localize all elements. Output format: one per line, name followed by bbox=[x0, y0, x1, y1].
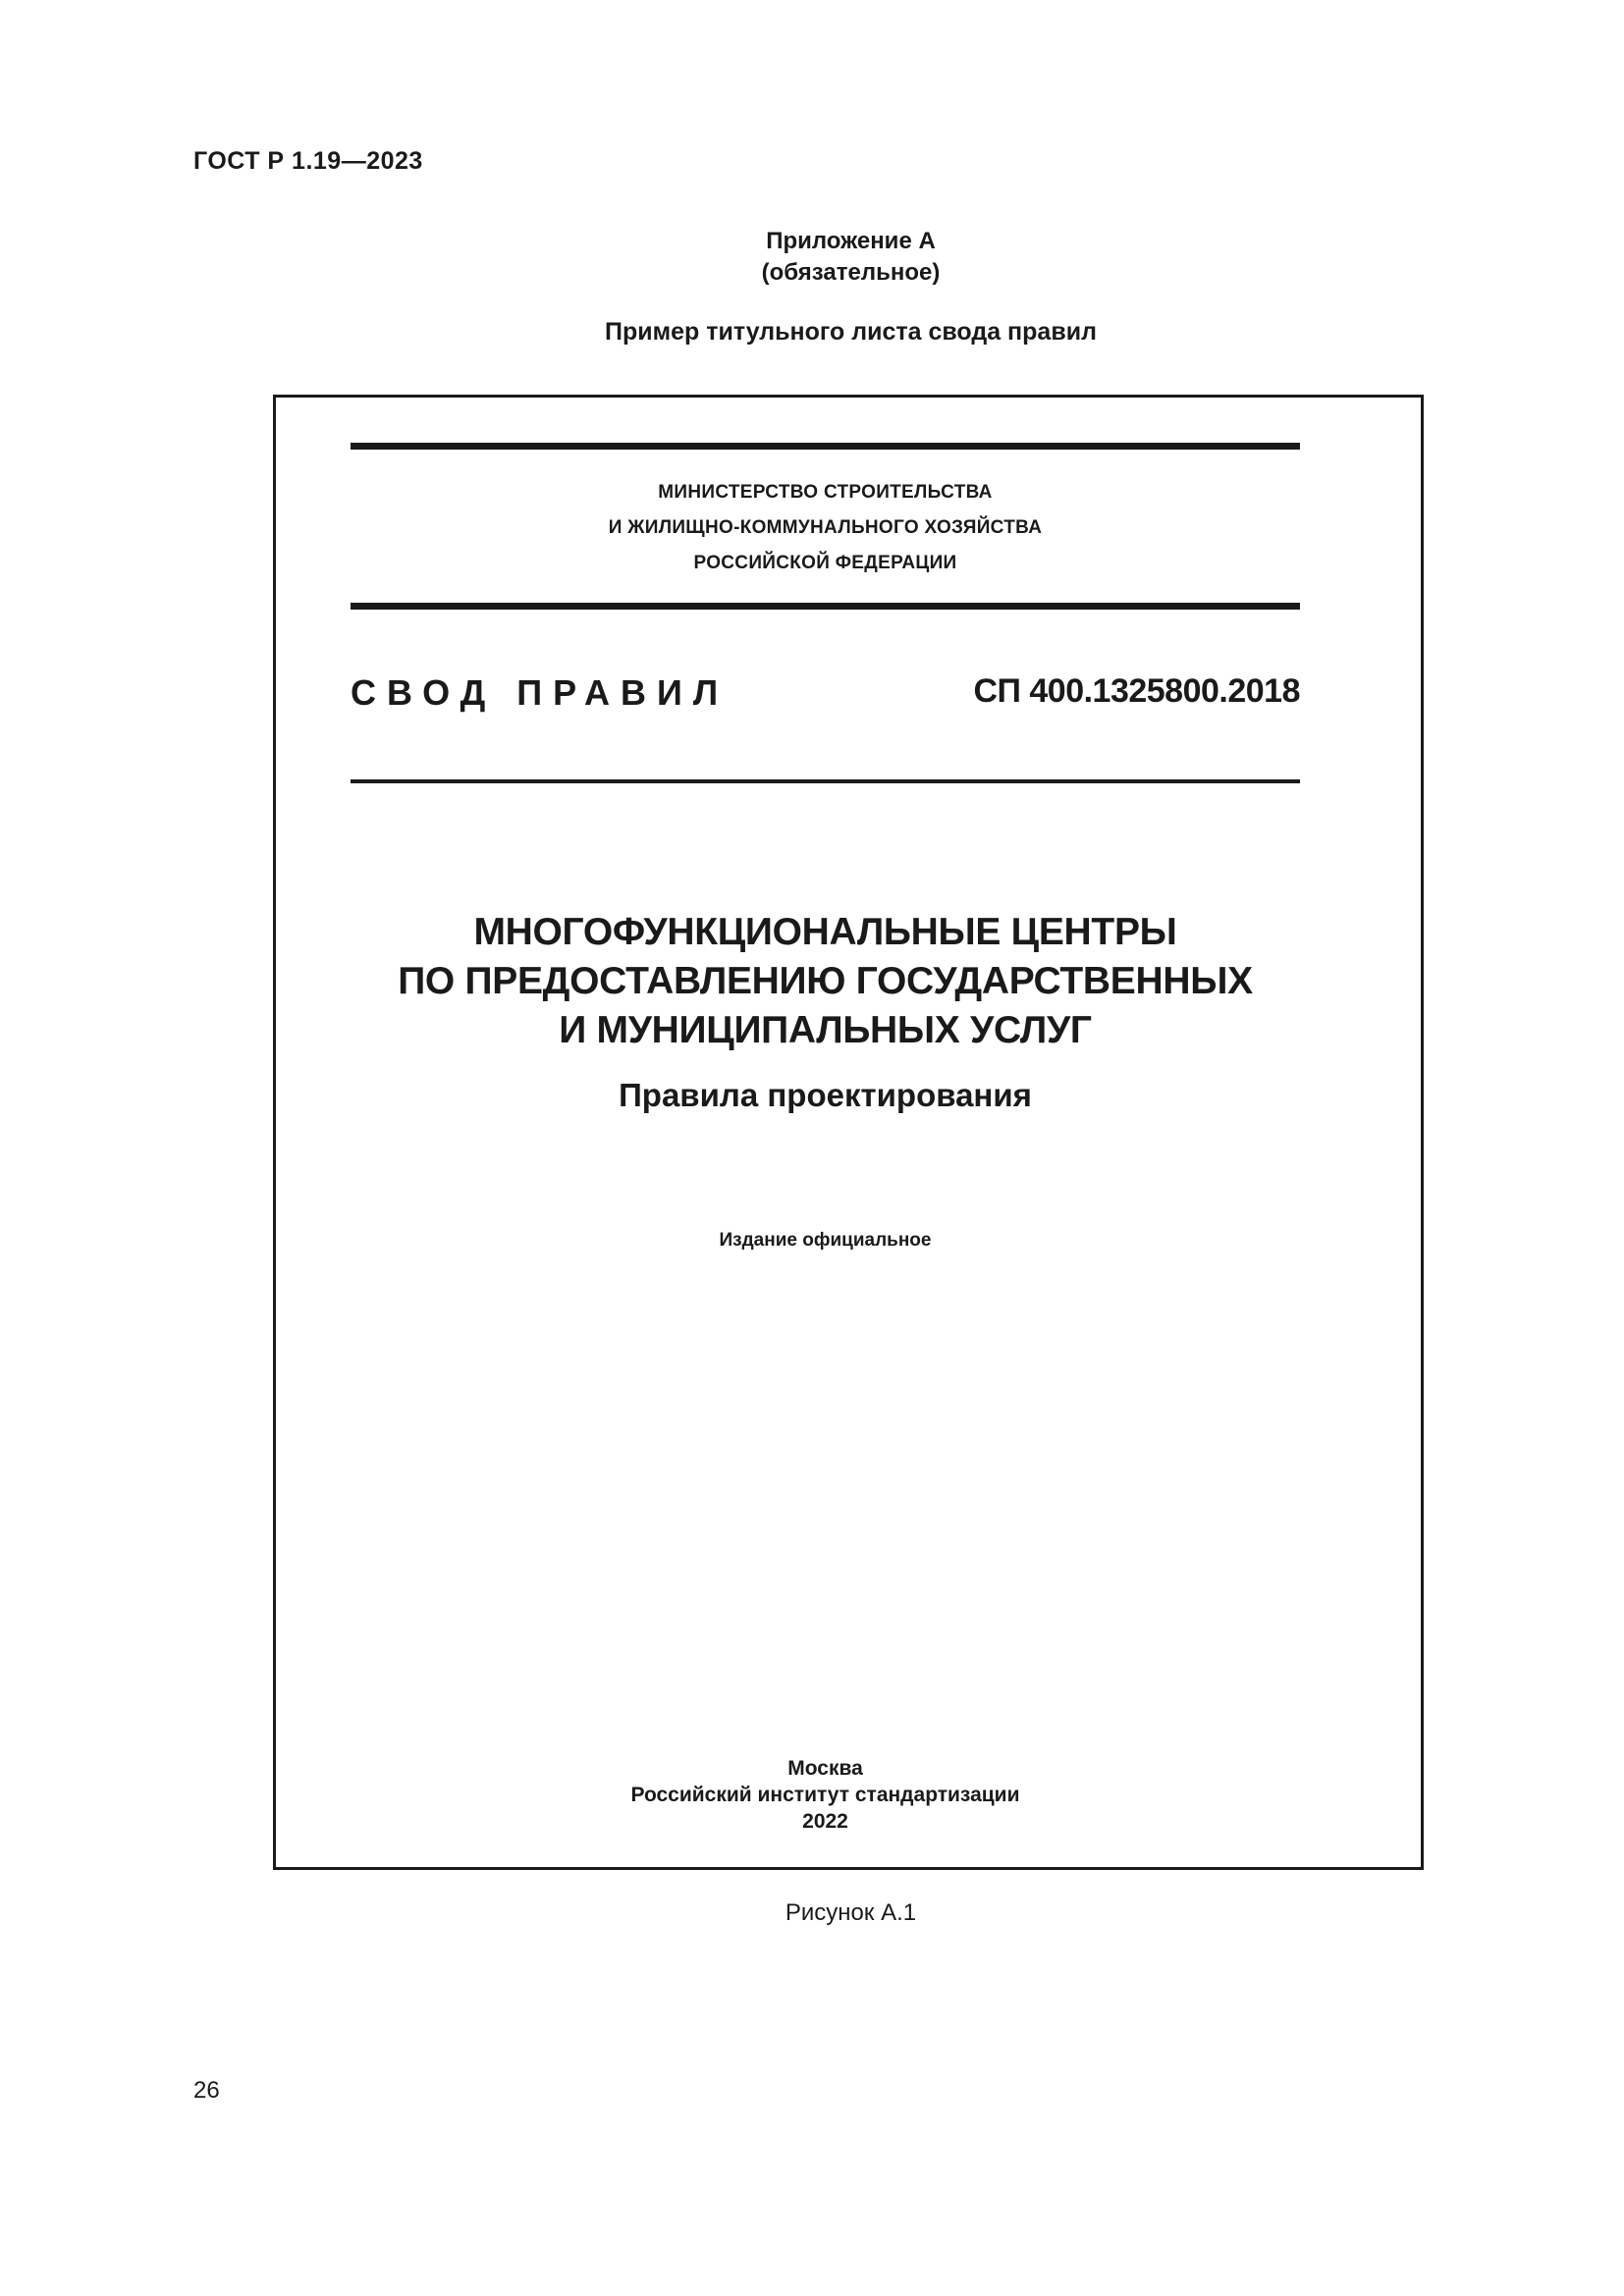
annex-caption: Пример титульного листа свода правил bbox=[605, 318, 1097, 346]
code-bottom-rule bbox=[351, 779, 1300, 783]
title-line-2: ПО ПРЕДОСТАВЛЕНИЮ ГОСУДАРСТВЕННЫХ bbox=[398, 960, 1253, 1002]
ministry-line-2: И ЖИЛИЩНО-КОММУНАЛЬНОГО ХОЗЯЙСТВА bbox=[608, 517, 1043, 538]
imprint-city: Москва bbox=[787, 1757, 863, 1780]
imprint bbox=[351, 1755, 1300, 1835]
imprint-publisher: Российский институт стандартизации bbox=[630, 1784, 1020, 1806]
edition-note: Издание официальное bbox=[719, 1230, 932, 1251]
annex-status: (обязательное) bbox=[761, 259, 941, 286]
main-title bbox=[351, 908, 1300, 1055]
top-thick-rule bbox=[351, 443, 1300, 450]
document-number: СП 400.1325800.2018 bbox=[973, 672, 1300, 710]
page-number: 26 bbox=[193, 2077, 220, 2104]
title-page-frame bbox=[273, 395, 1424, 1870]
imprint-year: 2022 bbox=[802, 1810, 848, 1833]
subtitle: Правила проектирования bbox=[619, 1077, 1032, 1113]
title-line-1: МНОГОФУНКЦИОНАЛЬНЫЕ ЦЕНТРЫ bbox=[473, 911, 1177, 953]
ministry-line-3: РОССИЙСКОЙ ФЕДЕРАЦИИ bbox=[693, 553, 957, 573]
figure-caption: Рисунок А.1 bbox=[785, 1899, 917, 1926]
ministry-line-1: МИНИСТЕРСТВО СТРОИТЕЛЬСТВА bbox=[658, 482, 993, 503]
document-code: ГОСТ Р 1.19—2023 bbox=[193, 147, 423, 175]
title-line-3: И МУНИЦИПАЛЬНЫХ УСЛУГ bbox=[559, 1009, 1092, 1051]
ministry-bottom-rule bbox=[351, 603, 1300, 610]
document-type-label: СВОД ПРАВИЛ bbox=[351, 672, 730, 713]
annex-title: Приложение А bbox=[766, 228, 936, 254]
